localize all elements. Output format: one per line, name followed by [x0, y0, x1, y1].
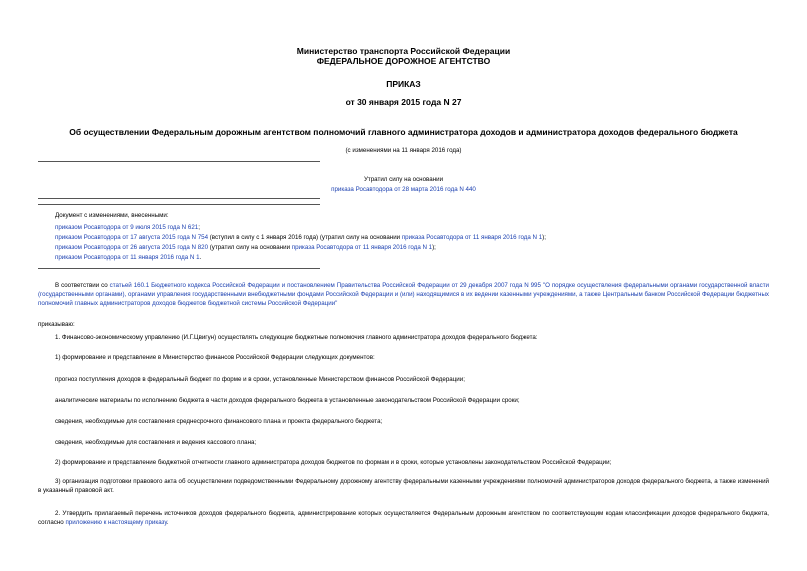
order-item-1-1c: сведения, необходимые для составления среднесрочного финансового плана и проекта федерального бюджета;	[55, 418, 383, 425]
government-decree-text: и постановлением Правительства Российской Федерации от 29 декабря 2007 года N 995 "О порядке осуществления федеральными органами государственной власти (государственными органами), органами управления государственными внебюджетными фондами Российской Федерации и (или) находящимися в их ведении казенными учреждениями, а также Центральным банком Российской Федерации бюджетных полномочий главных администраторов доходов бюджетов бюджетной системы Российской Федерации"	[38, 282, 769, 307]
order-item-1-1: 1) формирование и представление в Министерство финансов Российской Федерации следующих документов:	[55, 354, 375, 361]
amendment-item: приказом Росавтодора от 9 июля 2015 года N 621;	[55, 224, 200, 231]
doc-date: от 30 января 2015 года N 27	[345, 97, 462, 107]
amendment-link[interactable]: приказом Росавтодора от 26 августа 2015 года N 820	[55, 244, 209, 251]
doc-type: ПРИКАЗ	[386, 79, 421, 89]
order-item-1-1b: аналитические материалы по исполнению бюджета в части доходов федерального бюджета в установленные законодательством Российской Федерации сроки;	[55, 397, 520, 404]
divider	[38, 161, 320, 162]
divider	[38, 268, 320, 269]
budget-code-link[interactable]: статьей 160.1 Бюджетного кодекса Российской Федерации	[109, 282, 280, 289]
preamble: В соответствии со статьей 160.1 Бюджетного кодекса Российской Федерации и постановлением Правительства Российской Федерации от 29 декабря 2007 года N 995 "О порядке осуществления федеральными органами государственной власти (государственными органами), органами управления государственными внебюджетными фондами Российской Федерации и (или) находящимися в их ведении казенными учреждениями, а также Центральным банком Российской Федерации бюджетных полномочий главных администраторов доходов бюджетов бюджетной системы Российской Федерации"	[38, 282, 769, 307]
amendment-link[interactable]: приказом Росавтодора от 11 января 2016 года N 1	[55, 254, 200, 261]
divider	[38, 204, 320, 205]
amendment-cancel-link[interactable]: приказа Росавтодора от 11 января 2016 года N 1	[291, 244, 433, 251]
lost-force-label: Утратил силу на основании	[363, 176, 444, 183]
lost-force-link[interactable]: приказа Росавтодора от 28 марта 2016 года N 440	[331, 186, 476, 193]
amendment-link[interactable]: приказом Росавтодора от 17 августа 2015 года N 754	[55, 234, 209, 241]
order-item-1: 1. Финансово-экономическому управлению (И.Г.Цвигун) осуществлять следующие бюджетные полномочия главного администратора доходов федерального бюджета:	[55, 334, 538, 341]
amendment-link[interactable]: приказом Росавтодора от 9 июля 2015 года N 621	[55, 224, 199, 231]
order-item-1-1d: сведения, необходимые для составления и ведения кассового плана;	[55, 439, 257, 446]
ministry-name: Министерство транспорта Российской Федерации	[296, 46, 511, 56]
order-item-1-1a: прогноз поступления доходов в федеральный бюджет по форме и в сроки, установленные Министерством финансов Российской Федерации;	[55, 376, 465, 383]
order-item-1-3: 3) организация подготовки правового акта об осуществлении подведомственными Федеральному дорожному агентству федеральными казенными учреждениями полномочий администраторов доходов федерального бюджета, а также изменений в указанный правовой акт.	[38, 478, 769, 494]
divider	[38, 198, 320, 199]
agency-name: ФЕДЕРАЛЬНОЕ ДОРОЖНОЕ АГЕНТСТВО	[316, 56, 491, 66]
order-item-1-2: 2) формирование и представление бюджетной отчетности главного администратора доходов бюджетов по формам и в сроки, которые установлены законодательством Российской Федерации;	[55, 459, 612, 466]
order-word: приказываю:	[38, 321, 75, 328]
amendment-cancel-link[interactable]: приказа Росавтодора от 11 января 2016 года N 1	[401, 234, 543, 241]
amendment-item: приказом Росавтодора от 17 августа 2015 года N 754 (вступил в силу с 1 января 2016 года) (утратил силу на основании приказа Росавтодора от 11 января 2016 года N 1);	[55, 234, 546, 241]
doc-title: Об осуществлении Федеральным дорожным агентством полномочий главного администратора доходов и администратора доходов федерального бюджета	[69, 127, 738, 137]
appendix-link[interactable]: приложению к настоящему приказу	[65, 518, 167, 526]
amendments-label: Документ с изменениями, внесенными:	[55, 212, 169, 219]
amendment-item: приказом Росавтодора от 26 августа 2015 года N 820 (утратил силу на основании приказа Росавтодора от 11 января 2016 года N 1);	[55, 244, 436, 251]
order-item-2: 2. Утвердить прилагаемый перечень источников доходов федерального бюджета, администрирование которых осуществляется Федеральным дорожным агентством по соответствующим кодам классификации доходов федерального бюджета, согласно приложению к настоящему приказу.	[38, 510, 769, 526]
amendment-item: приказом Росавтодора от 11 января 2016 года N 1.	[55, 254, 202, 261]
edition-note: (с изменениями на 11 января 2016 года)	[345, 147, 462, 154]
